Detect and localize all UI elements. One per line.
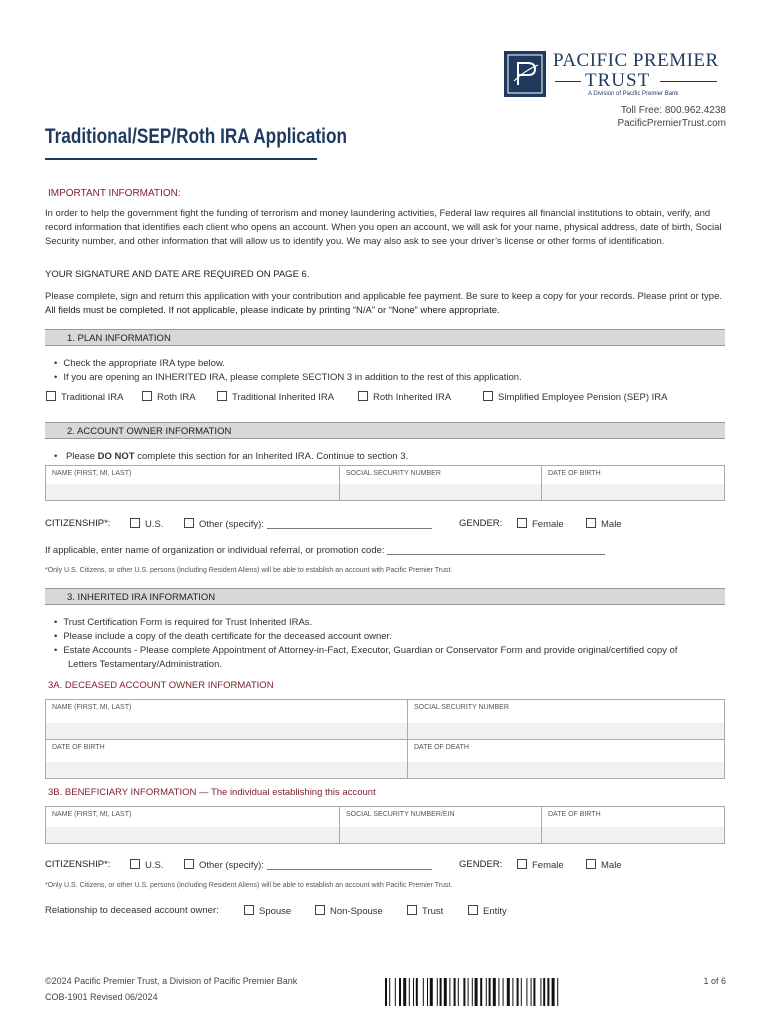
field-label: DATE OF DEATH: [414, 744, 469, 751]
field-input[interactable]: [46, 723, 407, 739]
option-label: U.S.: [145, 519, 164, 530]
citizenship-label: CITIZENSHIP*:: [45, 518, 111, 529]
barcode-bar: [475, 978, 478, 1006]
barcode-bar: [503, 978, 504, 1006]
barcode-bar: [399, 978, 401, 1006]
footer-form-id: COB-1901 Revised 06/2024: [45, 992, 158, 1002]
option-sep-ira[interactable]: [483, 391, 668, 403]
option-label: Male: [601, 860, 622, 871]
page-number: 1 of 6: [703, 976, 726, 986]
section-2-bullet: [54, 451, 408, 462]
beneficiary-gender-female[interactable]: [517, 859, 564, 871]
title-rule: [45, 158, 317, 160]
brand-rule-right: [660, 81, 717, 82]
referral-label: If applicable, enter name of organization or individual referral, or promotion code:: [45, 545, 385, 556]
bullet-emphasis: DO NOT: [97, 451, 135, 462]
option-label: Trust: [422, 906, 444, 917]
barcode-bar: [507, 978, 510, 1006]
barcode-bar: [533, 978, 535, 1006]
checkbox[interactable]: [244, 905, 254, 915]
barcode-bar: [427, 978, 428, 1006]
checkbox[interactable]: [46, 391, 56, 401]
barcode-bar: [526, 978, 527, 1006]
beneficiary-citizenship-us[interactable]: [130, 859, 163, 871]
citizenship-other-input[interactable]: [267, 528, 432, 529]
option-label: U.S.: [145, 860, 164, 871]
beneficiary-gender-male[interactable]: [586, 859, 622, 871]
barcode-bar: [552, 978, 555, 1006]
barcode-bar: [458, 978, 459, 1006]
barcode-bar: [463, 978, 465, 1006]
field-input[interactable]: [340, 484, 541, 500]
field-input[interactable]: [542, 827, 724, 843]
barcode-bar: [403, 978, 406, 1006]
deceased-ssn-field[interactable]: [408, 700, 724, 739]
barcode-bar: [444, 978, 447, 1006]
section-3a-heading: 3A. DECEASED ACCOUNT OWNER INFORMATION: [48, 680, 274, 691]
barcode-image: [385, 978, 625, 1006]
referral-input[interactable]: [387, 554, 605, 555]
barcode-bar: [409, 978, 410, 1006]
checkbox[interactable]: [517, 518, 527, 528]
field-label: SOCIAL SECURITY NUMBER: [346, 470, 441, 477]
deceased-row-1: [46, 700, 724, 740]
barcode-bar: [413, 978, 414, 1006]
website: PacificPremierTrust.com: [617, 118, 726, 129]
beneficiary-citizenship-label: CITIZENSHIP*:: [45, 859, 111, 870]
option-label: Non-Spouse: [330, 906, 383, 917]
barcode-bar: [395, 978, 396, 1006]
beneficiary-dob-field[interactable]: [542, 807, 724, 843]
option-roth-ira[interactable]: [142, 391, 196, 403]
option-label: Other (specify):: [199, 519, 264, 530]
barcode-bar: [540, 978, 541, 1006]
option-label: Other (specify):: [199, 860, 264, 871]
checkbox[interactable]: [130, 518, 140, 528]
section-1-bullet: • If you are opening an INHERITED IRA, please complete SECTION 3 in addition to the rest of this application.: [54, 372, 522, 383]
option-traditional-ira[interactable]: [46, 391, 123, 403]
field-label: SOCIAL SECURITY NUMBER: [414, 704, 509, 711]
signature-notice: YOUR SIGNATURE AND DATE ARE REQUIRED ON PAGE 6.: [45, 269, 310, 280]
option-label: Simplified Employee Pension (SEP) IRA: [498, 392, 668, 403]
checkbox[interactable]: [407, 905, 417, 915]
field-input[interactable]: [46, 484, 339, 500]
page-title: Traditional/SEP/Roth IRA Application: [45, 125, 348, 148]
field-label: NAME (FIRST, MI, LAST): [52, 704, 132, 711]
field-label: SOCIAL SECURITY NUMBER/EIN: [346, 811, 455, 818]
section-3-bullet-continued: Letters Testamentary/Administration.: [68, 659, 223, 670]
checkbox[interactable]: [217, 391, 227, 401]
referral-row: [45, 545, 605, 556]
relationship-spouse[interactable]: [244, 905, 291, 917]
checkbox[interactable]: [315, 905, 325, 915]
deceased-fields: [45, 699, 725, 779]
barcode-bar: [547, 978, 549, 1006]
owner-dob-field[interactable]: [542, 466, 724, 500]
barcode-bar: [423, 978, 424, 1006]
checkbox[interactable]: [358, 391, 368, 401]
option-label: Spouse: [259, 906, 292, 917]
beneficiary-gender-label: GENDER:: [459, 859, 503, 870]
checkbox[interactable]: [130, 859, 140, 869]
section-3-bullet: • Please include a copy of the death certificate for the deceased account owner.: [54, 631, 392, 642]
field-input[interactable]: [408, 723, 724, 739]
beneficiary-fields-row: [45, 806, 725, 844]
checkbox[interactable]: [142, 391, 152, 401]
section-1-header: 1. PLAN INFORMATION: [45, 329, 725, 346]
barcode-bar: [385, 978, 387, 1006]
brand-trust: TRUST: [585, 70, 651, 91]
barcode-bar: [486, 978, 487, 1006]
option-label: Female: [532, 519, 564, 530]
barcode-bar: [449, 978, 450, 1006]
deceased-row-2: [46, 740, 724, 778]
gender-male[interactable]: [586, 518, 622, 530]
field-input[interactable]: [340, 827, 541, 843]
section-2-header: 2. ACCOUNT OWNER INFORMATION: [45, 422, 725, 439]
important-text: In order to help the government fight the funding of terrorism and money laundering activities, Federal law requires all financial institutions to obtain, verify, and record information that identifies each client who opens an account. When you open an account, we will ask for your name, physical address, date of birth, Social Security number, and other information that will allow us to identify you. We may also ask to see your driver’s license or other forms of identification.: [45, 208, 722, 247]
checkbox[interactable]: [517, 859, 527, 869]
barcode-bar: [517, 978, 519, 1006]
field-input[interactable]: [408, 762, 724, 778]
option-label: Female: [532, 860, 564, 871]
barcode-bar: [468, 978, 469, 1006]
citizenship-other[interactable]: [184, 518, 432, 530]
barcode-bar: [493, 978, 496, 1006]
barcode-bar: [437, 978, 438, 1006]
instructions-text: Please complete, sign and return this application with your contribution and applicable fee payment. Be sure to keep a copy for your records. Please print or type.: [45, 291, 722, 302]
barcode-bar: [498, 978, 499, 1006]
barcode-bar: [440, 978, 442, 1006]
relationship-non-spouse[interactable]: [315, 905, 383, 917]
barcode-bar: [489, 978, 491, 1006]
section-3b-heading: 3B. BENEFICIARY INFORMATION — The individual establishing this account: [48, 787, 376, 798]
barcode-bar: [430, 978, 433, 1006]
toll-free: Toll Free: 800.962.4238: [620, 105, 726, 116]
beneficiary-citizenship-other[interactable]: [184, 859, 432, 871]
option-label: Traditional Inherited IRA: [232, 392, 335, 403]
field-input[interactable]: [46, 762, 407, 778]
option-label: Roth Inherited IRA: [373, 392, 452, 403]
bullet-text: complete this section for an Inherited IRA. Continue to section 3.: [134, 451, 409, 462]
deceased-dod-field[interactable]: [408, 740, 724, 778]
relationship-trust[interactable]: [407, 905, 443, 917]
owner-name-field[interactable]: [46, 466, 340, 500]
citizenship-other-input[interactable]: [267, 869, 432, 870]
beneficiary-name-field[interactable]: [46, 807, 340, 843]
field-label: DATE OF BIRTH: [548, 811, 601, 818]
gender-label: GENDER:: [459, 518, 503, 529]
brand-subtitle: A Division of Pacific Premier Bank: [588, 91, 679, 97]
relationship-label: Relationship to deceased account owner:: [45, 905, 219, 916]
barcode-bar: [531, 978, 532, 1006]
checkbox[interactable]: [586, 518, 596, 528]
checkbox[interactable]: [184, 518, 194, 528]
field-label: NAME (FIRST, MI, LAST): [52, 811, 132, 818]
brand-rule-left: [555, 81, 581, 82]
option-label: Male: [601, 519, 622, 530]
field-label: DATE OF BIRTH: [52, 744, 105, 751]
option-label: Traditional IRA: [61, 392, 124, 403]
checkbox[interactable]: [184, 859, 194, 869]
option-roth-inherited-ira[interactable]: [358, 391, 451, 403]
field-label: NAME (FIRST, MI, LAST): [52, 470, 132, 477]
relationship-entity[interactable]: [468, 905, 507, 917]
barcode-bar: [543, 978, 545, 1006]
field-input[interactable]: [46, 827, 339, 843]
barcode-bar: [472, 978, 473, 1006]
field-input[interactable]: [542, 484, 724, 500]
footer-copyright: ©2024 Pacific Premier Trust, a Division of Pacific Premier Bank: [45, 976, 298, 986]
beneficiary-ssn-field[interactable]: [340, 807, 542, 843]
gender-female[interactable]: [517, 518, 564, 530]
barcode-bar: [454, 978, 456, 1006]
option-label: Entity: [483, 906, 507, 917]
beneficiary-citizenship-footnote: *Only U.S. Citizens, or other U.S. persons (including Resident Aliens) will be able to establish an account with Pacific Premier Trust.: [45, 882, 453, 889]
checkbox[interactable]: [483, 391, 493, 401]
owner-ssn-field[interactable]: [340, 466, 542, 500]
logo-mark: [504, 51, 546, 97]
checkbox[interactable]: [468, 905, 478, 915]
barcode-bar: [557, 978, 558, 1006]
option-label: Roth IRA: [157, 392, 196, 403]
barcode-bar: [512, 978, 513, 1006]
brand-name: PACIFIC PREMIER: [553, 50, 719, 71]
barcode-bar: [521, 978, 522, 1006]
barcode-bar: [480, 978, 482, 1006]
checkbox[interactable]: [586, 859, 596, 869]
field-label: DATE OF BIRTH: [548, 470, 601, 477]
citizenship-footnote: *Only U.S. Citizens, or other U.S. persons (including Resident Aliens) will be able to establish an account with Pacific Premier Trust.: [45, 567, 453, 574]
barcode-bar: [416, 978, 418, 1006]
section-3-bullet: • Estate Accounts - Please complete Appointment of Attorney-in-Fact, Executor, Guardian or Conservator Form and provide original/certified copy of: [54, 645, 677, 656]
contact-info: [617, 104, 726, 130]
deceased-dob-field[interactable]: [46, 740, 408, 778]
instructions: [45, 290, 730, 318]
section-3-header: 3. INHERITED IRA INFORMATION: [45, 588, 725, 605]
citizenship-us[interactable]: [130, 518, 163, 530]
barcode-bar: [389, 978, 390, 1006]
instructions-required: All fields must be completed. If not applicable, please indicate by printing “N/A” or “None” where appropriate.: [45, 305, 500, 316]
option-traditional-inherited-ira[interactable]: [217, 391, 334, 403]
section-1-bullet: • Check the appropriate IRA type below.: [54, 358, 225, 369]
important-heading: IMPORTANT INFORMATION:: [48, 188, 181, 199]
bullet-text: Please: [65, 451, 98, 462]
deceased-name-field[interactable]: [46, 700, 408, 739]
section-3-bullet: • Trust Certification Form is required for Trust Inherited IRAs.: [54, 617, 312, 628]
owner-fields-row: [45, 465, 725, 501]
